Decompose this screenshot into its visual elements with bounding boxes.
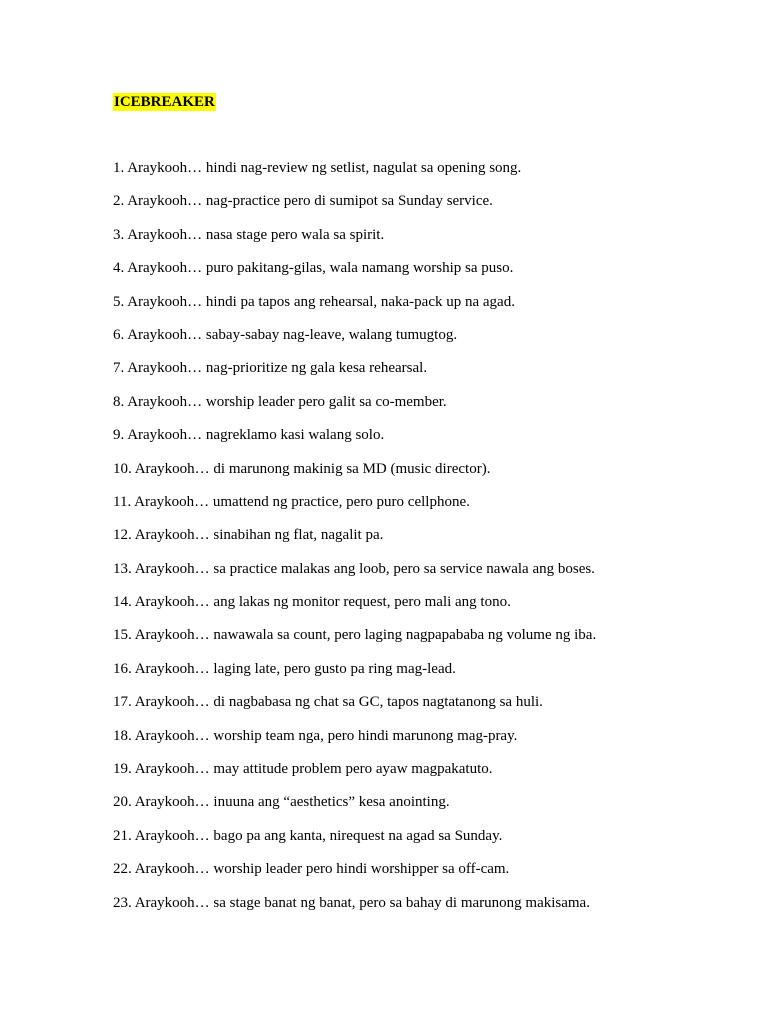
list-item-number: 9. [113, 427, 125, 444]
document-title: ICEBREAKER [114, 94, 215, 110]
list-item-number: 23. [113, 894, 132, 911]
list-item [113, 191, 596, 224]
list-item-number: 19. [113, 761, 132, 778]
list-item [113, 625, 596, 658]
list-item-text: Araykooh… sa stage banat ng banat, pero sa bahay di marunong makisama. [134, 894, 590, 911]
list-item-number: 21. [113, 827, 132, 844]
list-item-number: 4. [113, 260, 125, 277]
list-item-text: Araykooh… bago pa ang kanta, nirequest na agad sa Sunday. [134, 827, 503, 844]
list-item-number: 11. [113, 493, 132, 510]
list-item [113, 726, 596, 759]
list-item-number: 12. [113, 527, 132, 544]
list-item [113, 459, 596, 492]
list-item [113, 358, 596, 391]
list-item [113, 692, 596, 725]
list-item-text: Araykooh… may attitude problem pero ayaw magpakatuto. [134, 761, 493, 778]
list-item-number: 2. [113, 193, 125, 210]
list-item-text: Araykooh… nag-prioritize ng gala kesa rehearsal. [127, 360, 428, 377]
list-item-text: Araykooh… sa practice malakas ang loob, pero sa service nawala ang boses. [134, 560, 595, 577]
list-item-number: 22. [113, 861, 132, 878]
list-item-text: Araykooh… di marunong makinig sa MD (music director). [134, 460, 491, 477]
list-item-number: 14. [113, 594, 132, 611]
list-item [113, 792, 596, 825]
list-item-number: 16. [113, 660, 132, 677]
list-item-number: 15. [113, 627, 132, 644]
list-item-text: Araykooh… nag-practice pero di sumipot sa Sunday service. [127, 193, 493, 210]
list-item [113, 325, 596, 358]
list-item [113, 559, 596, 592]
list-item-number: 3. [113, 226, 125, 243]
list-item [113, 893, 596, 926]
list-item [113, 659, 596, 692]
list-item [113, 759, 596, 792]
list-item-text: Araykooh… puro pakitang-gilas, wala namang worship sa puso. [127, 260, 514, 277]
list-item-text: Araykooh… laging late, pero gusto pa ring mag-lead. [134, 660, 456, 677]
list-item-number: 1. [113, 160, 125, 176]
list-item-number: 18. [113, 727, 132, 744]
list-item [113, 158, 596, 191]
list-item-number: 8. [113, 393, 125, 410]
list-item-text: Araykooh… sinabihan ng flat, nagalit pa. [134, 527, 384, 544]
list-item-text: Araykooh… worship leader pero galit sa co-member. [127, 393, 447, 410]
list-item-text: Araykooh… worship team nga, pero hindi marunong mag-pray. [134, 727, 518, 744]
list-item-text: Araykooh… sabay-sabay nag-leave, walang tumugtog. [127, 326, 458, 343]
list-item [113, 292, 596, 325]
list-item-text: Araykooh… nasa stage pero wala sa spirit. [127, 226, 385, 243]
list-item-number: 20. [113, 794, 132, 811]
list-item-text: Araykooh… hindi pa tapos ang rehearsal, naka-pack up na agad. [127, 293, 515, 310]
list-item [113, 258, 596, 291]
list-item-text: Araykooh… inuuna ang “aesthetics” kesa anointing. [134, 794, 450, 811]
list-item-text: Araykooh… umattend ng practice, pero puro cellphone. [134, 493, 470, 510]
list-item [113, 225, 596, 258]
list-item-text: Araykooh… worship leader pero hindi worshipper sa off-cam. [134, 861, 510, 878]
list-item-number: 13. [113, 560, 132, 577]
list-item-number: 10. [113, 460, 132, 477]
list-item-text: Araykooh… hindi nag-review ng setlist, nagulat sa opening song. [127, 160, 522, 176]
list-item-text: Araykooh… di nagbabasa ng chat sa GC, tapos nagtatanong sa huli. [134, 694, 543, 711]
list-item [113, 592, 596, 625]
list-item [113, 859, 596, 892]
list-item-number: 6. [113, 326, 125, 343]
list-item-text: Araykooh… ang lakas ng monitor request, pero mali ang tono. [134, 594, 511, 611]
list-item [113, 826, 596, 859]
list-item [113, 392, 596, 425]
list-item [113, 492, 596, 525]
list-item-number: 17. [113, 694, 132, 711]
list-item-number: 5. [113, 293, 125, 310]
icebreaker-list [113, 158, 596, 926]
list-item-text: Araykooh… nawawala sa count, pero laging nagpapababa ng volume ng iba. [134, 627, 597, 644]
list-item-text: Araykooh… nagreklamo kasi walang solo. [127, 427, 385, 444]
list-item-number: 7. [113, 360, 125, 377]
list-item [113, 425, 596, 458]
list-item [113, 525, 596, 558]
